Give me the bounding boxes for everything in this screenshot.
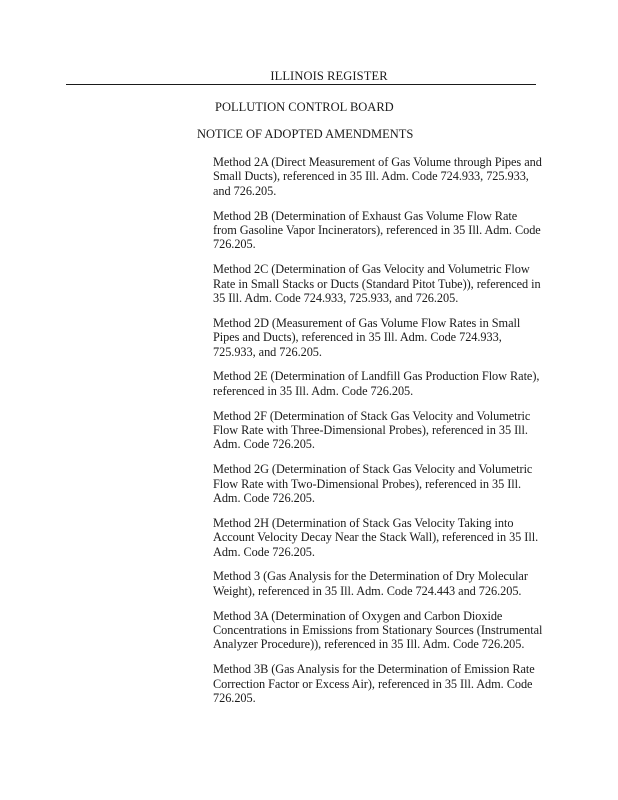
method-3: Method 3 (Gas Analysis for the Determination of Dry Molecular Weight), referenced in 35 Ill. Adm. Code 724.443 and 726.205. xyxy=(213,569,528,598)
method-2e: Method 2E (Determination of Landfill Gas Production Flow Rate), referenced in 35 Ill. Adm. Code 726.205. xyxy=(213,369,540,398)
method-list xyxy=(213,155,543,716)
register-title: ILLINOIS REGISTER xyxy=(270,69,388,83)
method-2g: Method 2G (Determination of Stack Gas Velocity and Volumetric Flow Rate with Two-Dimensional Probes), referenced in 35 Ill. Adm. Code 726.205. xyxy=(213,462,533,506)
method-2a: Method 2A (Direct Measurement of Gas Volume through Pipes and Small Ducts), referenced in 35 Ill. Adm. Code 724.933, 725.933, and 726.205. xyxy=(213,155,542,198)
notice-title: NOTICE OF ADOPTED AMENDMENTS xyxy=(197,127,414,141)
method-2d: Method 2D (Measurement of Gas Volume Flow Rates in Small Pipes and Ducts), referenced in 35 Ill. Adm. Code 724.933, 725.933, and 726.205. xyxy=(213,315,521,359)
method-2c: Method 2C (Determination of Gas Velocity and Volumetric Flow Rate in Small Stacks or Ducts (Standard Pitot Tube)), referenced in 35 Ill. Adm. Code 724.933, 725.933, and 726.205. xyxy=(213,262,541,306)
method-3b: Method 3B (Gas Analysis for the Determination of Emission Rate Correction Factor or Excess Air), referenced in 35 Ill. Adm. Code 726.205. xyxy=(213,662,535,706)
board-title: POLLUTION CONTROL BOARD xyxy=(215,100,394,114)
method-2h: Method 2H (Determination of Stack Gas Velocity Taking into Account Velocity Decay Near the Stack Wall), referenced in 35 Ill. Adm. Code 726.205. xyxy=(213,515,539,559)
method-3a: Method 3A (Determination of Oxygen and Carbon Dioxide Concentrations in Emissions from Stationary Sources (Instrumental Analyzer Procedure)), referenced in 35 Ill. Adm. Code 726.205. xyxy=(213,608,543,652)
method-2b: Method 2B (Determination of Exhaust Gas Volume Flow Rate from Gasoline Vapor Incinerators), referenced in 35 Ill. Adm. Code 726.205. xyxy=(213,208,541,252)
register-header xyxy=(66,68,536,85)
method-2f: Method 2F (Determination of Stack Gas Velocity and Volumetric Flow Rate with Three-Dimensional Probes), referenced in 35 Ill. Adm. Code 726.205. xyxy=(213,408,531,452)
